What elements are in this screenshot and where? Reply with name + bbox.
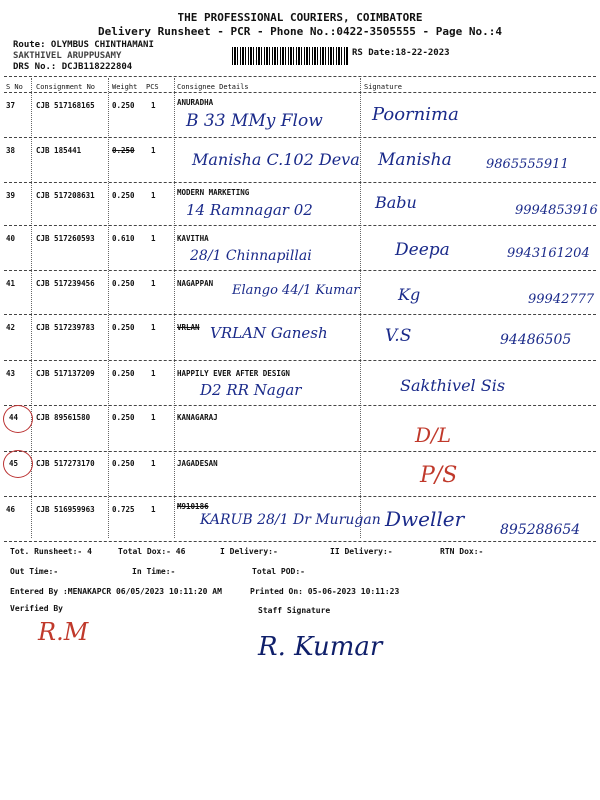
row-consignee: MODERN MARKETING xyxy=(177,188,250,197)
row-divider xyxy=(4,137,596,138)
row-sno: 40 xyxy=(6,234,16,243)
row-handwritten-note: VRLAN Ganesh xyxy=(210,324,328,342)
row-weight: 0.250 xyxy=(112,146,135,155)
col-divider xyxy=(174,78,175,538)
row-signature: D/L xyxy=(415,423,452,447)
total-pod: Total POD:- xyxy=(252,567,305,576)
rtn-dox: RTN Dox:- xyxy=(440,547,484,556)
row-pcs: 1 xyxy=(151,323,156,332)
row-divider xyxy=(4,182,596,183)
row-sno: 37 xyxy=(6,101,16,110)
row-consignment: CJB 517273170 xyxy=(36,459,95,468)
row-consignment: CJB 89561580 xyxy=(36,413,91,422)
staff-signature-label: Staff Signature xyxy=(258,606,331,615)
row-phone: 99942777 xyxy=(528,292,595,307)
row-phone: 895288654 xyxy=(500,522,581,538)
row-pcs: 1 xyxy=(151,234,156,243)
drs-number: DRS No.: DCJB118222804 xyxy=(13,62,133,72)
row-handwritten-note: 14 Ramnagar 02 xyxy=(186,201,313,219)
row-divider xyxy=(4,496,596,497)
col-divider xyxy=(108,78,109,538)
route-label: Route: OLYMBUS CHINTHAMANI xyxy=(13,40,154,50)
staff-signature: R. Kumar xyxy=(258,632,383,662)
row-consignee: HAPPILY EVER AFTER DESIGN xyxy=(177,369,290,378)
row-handwritten-note: Manisha C.102 Deva xyxy=(192,150,360,169)
row-pcs: 1 xyxy=(151,101,156,110)
row-consignee: JAGADESAN xyxy=(177,459,218,468)
row-pcs: 1 xyxy=(151,369,156,378)
row-signature: Kg xyxy=(398,285,421,304)
col-signature: Signature xyxy=(364,83,402,91)
col-divider xyxy=(360,78,361,538)
row-weight: 0.250 xyxy=(112,369,135,378)
row-consignee: KANAGARAJ xyxy=(177,413,218,422)
col-pcs: PCS xyxy=(146,83,159,91)
col-consignee: Consignee Details xyxy=(177,83,249,91)
row-handwritten-note: 28/1 Chinnapillai xyxy=(190,248,312,264)
verified-signature: R.M xyxy=(38,618,89,646)
barcode xyxy=(232,47,348,65)
row-weight: 0.250 xyxy=(112,101,135,110)
row-signature: Manisha xyxy=(378,150,452,170)
row-phone: 94486505 xyxy=(500,332,572,348)
row-divider xyxy=(4,541,596,542)
row-signature: Sakthivel Sis xyxy=(400,376,506,395)
row-phone: 9865555911 xyxy=(486,157,569,172)
row-signature: Poornima xyxy=(372,104,459,125)
out-time: Out Time:- xyxy=(10,567,59,576)
runsheet-subtitle: Delivery Runsheet - PCR - Phone No.:0422-3505555 - Page No.:4 xyxy=(98,25,502,38)
row-weight: 0.250 xyxy=(112,279,135,288)
row-phone: 9994853916 xyxy=(515,203,598,218)
in-time: In Time:- xyxy=(132,567,176,576)
row-divider xyxy=(4,92,596,93)
row-consignee: ANURADHA xyxy=(177,98,214,107)
row-sno: 45 xyxy=(9,459,19,468)
row-signature: Dweller xyxy=(385,507,465,531)
row-pcs: 1 xyxy=(151,191,156,200)
rs-date: RS Date:18-22-2023 xyxy=(352,48,450,58)
row-handwritten-note: D2 RR Nagar xyxy=(200,381,302,399)
row-consignment: CJB 185441 xyxy=(36,146,82,155)
total-runsheet: Tot. Runsheet:- 4 xyxy=(10,547,92,556)
row-pcs: 1 xyxy=(151,413,156,422)
row-consignee: M910186 xyxy=(177,502,209,511)
col-sno: S No xyxy=(6,83,23,91)
row-consignment: CJB 516959963 xyxy=(36,505,95,514)
row-divider xyxy=(4,314,596,315)
row-consignment: CJB 517137209 xyxy=(36,369,95,378)
row-pcs: 1 xyxy=(151,459,156,468)
row-consignment: CJB 517168165 xyxy=(36,101,95,110)
row-weight: 0.610 xyxy=(112,234,135,243)
printed-on: Printed On: 05-06-2023 10:11:23 xyxy=(250,587,400,596)
row-sno: 46 xyxy=(6,505,16,514)
row-handwritten-note: B 33 MMy Flow xyxy=(186,111,323,131)
row-weight: 0.250 xyxy=(112,413,135,422)
row-signature: Babu xyxy=(375,193,417,212)
row-divider xyxy=(4,270,596,271)
row-signature: P/S xyxy=(420,463,458,488)
row-divider xyxy=(4,360,596,361)
entered-by: Entered By :MENAKAPCR 06/05/2023 10:11:20 AM xyxy=(10,587,222,596)
row-divider xyxy=(4,451,596,452)
row-weight: 0.725 xyxy=(112,505,135,514)
row-sno: 43 xyxy=(6,369,16,378)
col-weight: Weight xyxy=(112,83,138,91)
row-consignment: CJB 517260593 xyxy=(36,234,95,243)
company-title: THE PROFESSIONAL COURIERS, COIMBATORE xyxy=(177,11,423,24)
row-handwritten-note: KARUB 28/1 Dr Murugan xyxy=(200,512,381,528)
row-consignment: CJB 517239456 xyxy=(36,279,95,288)
row-sno: 39 xyxy=(6,191,16,200)
row-divider xyxy=(4,405,596,406)
col-consignment: Consignment No xyxy=(36,83,96,91)
row-consignment: CJB 517239783 xyxy=(36,323,95,332)
row-divider xyxy=(4,225,596,226)
row-signature: Deepa xyxy=(395,240,450,260)
row-pcs: 1 xyxy=(151,505,156,514)
row-sno: 41 xyxy=(6,279,16,288)
header-divider xyxy=(4,76,596,77)
verified-by: Verified By xyxy=(10,604,63,613)
row-sno: 38 xyxy=(6,146,16,155)
row-consignee: NAGAPPAN xyxy=(177,279,214,288)
i-delivery: I Delivery:- xyxy=(220,547,278,556)
row-sno: 42 xyxy=(6,323,16,332)
row-pcs: 1 xyxy=(151,146,156,155)
row-phone: 9943161204 xyxy=(507,246,590,261)
row-consignment: CJB 517208631 xyxy=(36,191,95,200)
row-handwritten-note: Elango 44/1 Kumar xyxy=(232,283,360,298)
row-consignee: VRLAN xyxy=(177,323,200,332)
row-weight: 0.250 xyxy=(112,191,135,200)
row-weight: 0.250 xyxy=(112,459,135,468)
row-sno: 44 xyxy=(9,413,19,422)
row-signature: V.S xyxy=(385,326,412,346)
row-weight: 0.250 xyxy=(112,323,135,332)
row-pcs: 1 xyxy=(151,279,156,288)
total-dox: Total Dox:- 46 xyxy=(118,547,186,556)
ii-delivery: II Delivery:- xyxy=(330,547,393,556)
row-consignee: KAVITHA xyxy=(177,234,209,243)
overprint-name: SAKTHIVEL ARUPPUSAMY xyxy=(13,51,122,61)
